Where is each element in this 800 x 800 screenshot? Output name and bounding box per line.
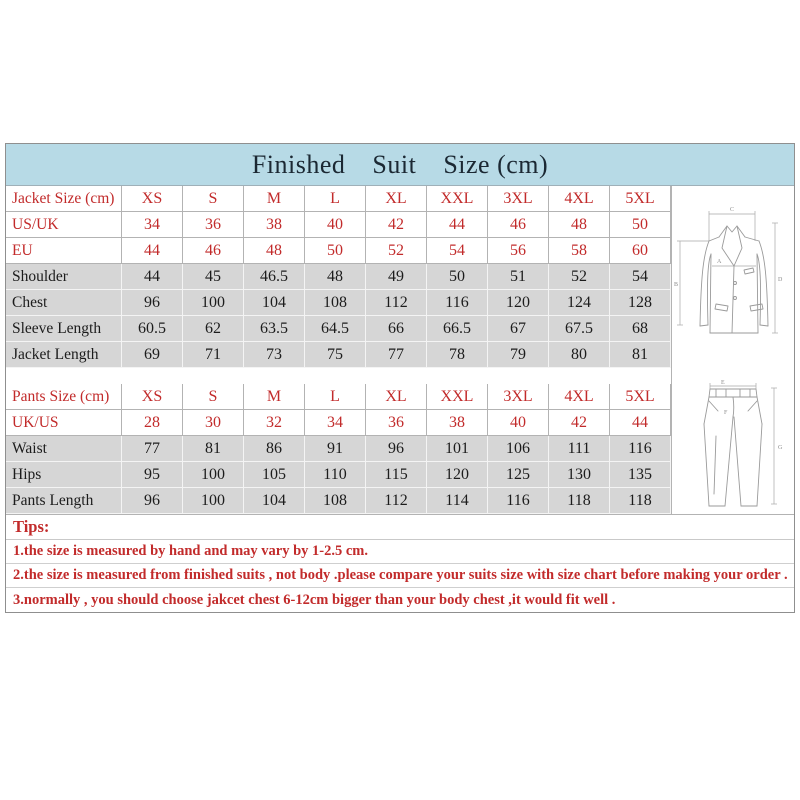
value-cell: 54 xyxy=(427,238,488,264)
value-cell: 40 xyxy=(488,410,549,436)
value-cell: XS xyxy=(122,384,183,410)
value-cell: 28 xyxy=(122,410,183,436)
value-cell: 63.5 xyxy=(244,316,305,342)
value-cell: 110 xyxy=(305,462,366,488)
value-cell: 128 xyxy=(610,290,671,316)
title-word: Size (cm) xyxy=(443,149,549,179)
value-cell: 75 xyxy=(305,342,366,368)
tips-lines xyxy=(6,540,794,612)
value-cell: 108 xyxy=(305,488,366,514)
value-cell: 115 xyxy=(366,462,427,488)
title-word: Suit xyxy=(372,149,417,179)
value-cell: 71 xyxy=(183,342,244,368)
value-cell: 44 xyxy=(427,212,488,238)
value-cell: 112 xyxy=(366,290,427,316)
value-cell: 48 xyxy=(549,212,610,238)
value-cell: 96 xyxy=(122,290,183,316)
tips-section xyxy=(6,514,794,612)
row-label: Sleeve Length xyxy=(6,316,122,342)
chart-title-band xyxy=(6,144,794,186)
value-cell: 5XL xyxy=(610,186,671,212)
value-cell: 91 xyxy=(305,436,366,462)
row-label: Pants Size (cm) xyxy=(6,384,122,410)
value-cell: 95 xyxy=(122,462,183,488)
size-diagrams xyxy=(671,186,794,514)
value-cell: 48 xyxy=(305,264,366,290)
jacket-measure-label-b: B xyxy=(674,282,679,288)
value-cell: 79 xyxy=(488,342,549,368)
value-cell: 40 xyxy=(305,212,366,238)
value-cell: 104 xyxy=(244,488,305,514)
value-cell: 78 xyxy=(427,342,488,368)
value-cell: 60 xyxy=(610,238,671,264)
value-cell: 5XL xyxy=(610,384,671,410)
value-cell: 80 xyxy=(549,342,610,368)
value-cell: 100 xyxy=(183,488,244,514)
value-cell: 46 xyxy=(488,212,549,238)
jacket-measure-label-d: D xyxy=(778,277,783,283)
value-cell: 44 xyxy=(610,410,671,436)
value-cell: 116 xyxy=(610,436,671,462)
row-label: Waist xyxy=(6,436,122,462)
value-cell: XXL xyxy=(427,384,488,410)
value-cell: 118 xyxy=(610,488,671,514)
value-cell: 44 xyxy=(122,264,183,290)
value-cell: 45 xyxy=(183,264,244,290)
value-cell: 46.5 xyxy=(244,264,305,290)
value-cell: 81 xyxy=(610,342,671,368)
value-cell: 67 xyxy=(488,316,549,342)
value-cell: 50 xyxy=(427,264,488,290)
value-cell: 36 xyxy=(183,212,244,238)
jacket-measure-label-c: C xyxy=(730,207,735,213)
row-label: Jacket Size (cm) xyxy=(6,186,122,212)
value-cell: 52 xyxy=(366,238,427,264)
value-cell: 118 xyxy=(549,488,610,514)
value-cell: 42 xyxy=(366,212,427,238)
value-cell: 69 xyxy=(122,342,183,368)
tip-line: 3.normally , you should choose jakcet chest 6-12cm bigger than your body chest ,it would fit well . xyxy=(13,591,616,608)
value-cell: 52 xyxy=(549,264,610,290)
value-cell: 51 xyxy=(488,264,549,290)
value-cell: M xyxy=(244,384,305,410)
value-cell: 112 xyxy=(366,488,427,514)
value-cell: XS xyxy=(122,186,183,212)
tip-line: 2.the size is measured from finished suits , not body .please compare your suits size with size chart before making your order . xyxy=(6,564,794,588)
value-cell: 68 xyxy=(610,316,671,342)
value-cell: 73 xyxy=(244,342,305,368)
value-cell: 77 xyxy=(122,436,183,462)
value-cell: 64.5 xyxy=(305,316,366,342)
value-cell: 46 xyxy=(183,238,244,264)
tip-line: 1.the size is measured by hand and may vary by 1-2.5 cm. xyxy=(6,540,794,564)
value-cell: 120 xyxy=(488,290,549,316)
value-cell: 111 xyxy=(549,436,610,462)
value-cell: 105 xyxy=(244,462,305,488)
value-cell: 34 xyxy=(122,212,183,238)
value-cell: 125 xyxy=(488,462,549,488)
size-chart-sheet xyxy=(5,143,795,613)
pants-measure-label-f: F xyxy=(724,410,728,416)
value-cell: 36 xyxy=(366,410,427,436)
pants-measure-label-g: G xyxy=(778,445,783,451)
value-cell: 86 xyxy=(244,436,305,462)
value-cell: 42 xyxy=(549,410,610,436)
tables-area xyxy=(6,186,794,514)
tips-heading: Tips: xyxy=(6,514,794,540)
value-cell: S xyxy=(183,186,244,212)
value-cell: 100 xyxy=(183,462,244,488)
value-cell: 3XL xyxy=(488,186,549,212)
value-cell: 58 xyxy=(549,238,610,264)
value-cell: 3XL xyxy=(488,384,549,410)
value-cell: 77 xyxy=(366,342,427,368)
value-cell: 38 xyxy=(244,212,305,238)
value-cell: 116 xyxy=(488,488,549,514)
value-cell: 130 xyxy=(549,462,610,488)
value-cell: 96 xyxy=(122,488,183,514)
value-cell: 124 xyxy=(549,290,610,316)
value-cell: 50 xyxy=(610,212,671,238)
value-cell: 101 xyxy=(427,436,488,462)
row-label: Hips xyxy=(6,462,122,488)
value-cell: 81 xyxy=(183,436,244,462)
value-cell: 48 xyxy=(244,238,305,264)
row-label: US/UK xyxy=(6,212,122,238)
value-cell: 50 xyxy=(305,238,366,264)
value-cell: 100 xyxy=(183,290,244,316)
row-label: EU xyxy=(6,238,122,264)
value-cell: XL xyxy=(366,186,427,212)
value-cell: 54 xyxy=(610,264,671,290)
jacket-line-drawing xyxy=(672,186,794,376)
value-cell: 60.5 xyxy=(122,316,183,342)
value-cell: 38 xyxy=(427,410,488,436)
value-cell: 30 xyxy=(183,410,244,436)
value-cell: 32 xyxy=(244,410,305,436)
jacket-measure-label-a: A xyxy=(717,259,722,265)
value-cell: 120 xyxy=(427,462,488,488)
value-cell: 44 xyxy=(122,238,183,264)
title-word: Finished xyxy=(251,149,346,179)
value-cell: L xyxy=(305,186,366,212)
value-cell: 135 xyxy=(610,462,671,488)
value-cell: 49 xyxy=(366,264,427,290)
pants-line-drawing xyxy=(672,376,794,514)
value-cell: M xyxy=(244,186,305,212)
value-cell: 4XL xyxy=(549,384,610,410)
value-cell: L xyxy=(305,384,366,410)
value-cell: S xyxy=(183,384,244,410)
row-label: Jacket Length xyxy=(6,342,122,368)
value-cell: 62 xyxy=(183,316,244,342)
value-cell: 106 xyxy=(488,436,549,462)
value-cell: XL xyxy=(366,384,427,410)
value-cell: 56 xyxy=(488,238,549,264)
value-cell: 66.5 xyxy=(427,316,488,342)
value-cell: 108 xyxy=(305,290,366,316)
value-cell: 116 xyxy=(427,290,488,316)
value-cell: 67.5 xyxy=(549,316,610,342)
row-label: UK/US xyxy=(6,410,122,436)
value-cell: XXL xyxy=(427,186,488,212)
value-cell: 114 xyxy=(427,488,488,514)
value-cell: 96 xyxy=(366,436,427,462)
value-cell: 4XL xyxy=(549,186,610,212)
row-label: Shoulder xyxy=(6,264,122,290)
value-cell: 34 xyxy=(305,410,366,436)
row-label: Pants Length xyxy=(6,488,122,514)
pants-measure-label-e: E xyxy=(721,380,725,386)
value-cell: 104 xyxy=(244,290,305,316)
row-label: Chest xyxy=(6,290,122,316)
value-cell: 66 xyxy=(366,316,427,342)
